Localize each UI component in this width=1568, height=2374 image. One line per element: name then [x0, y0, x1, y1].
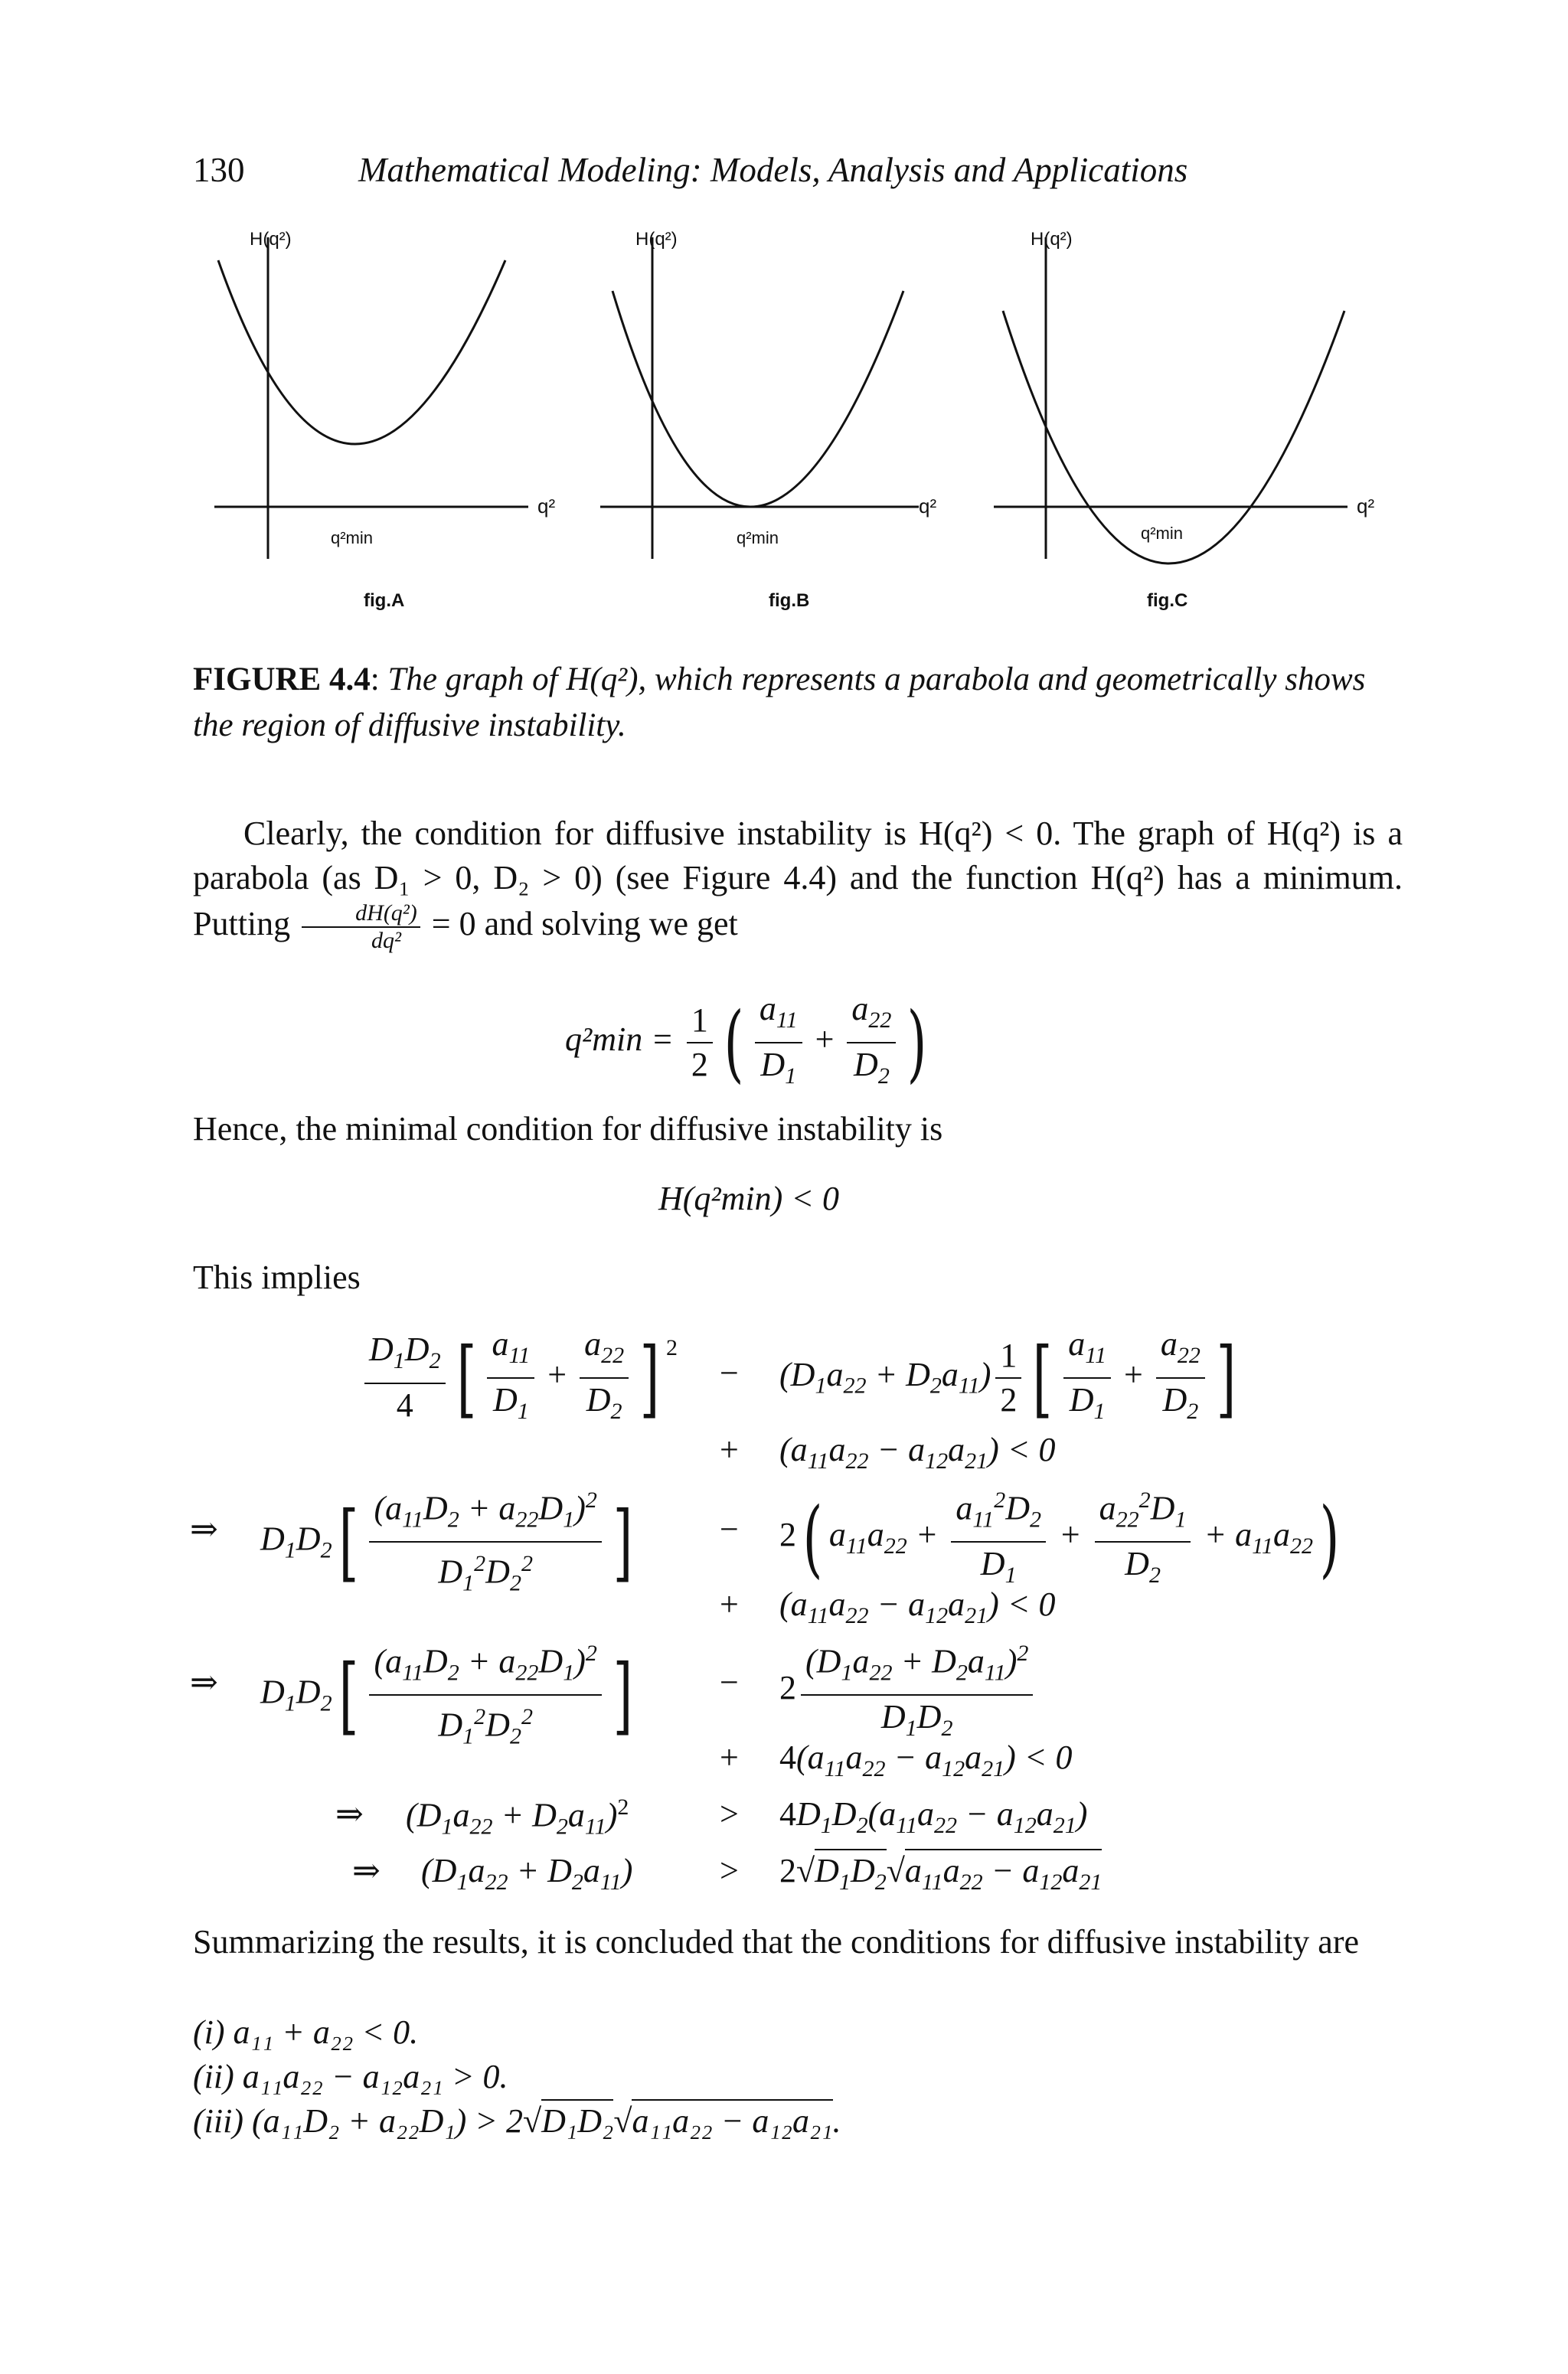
derivative-numerator: dH(q²): [302, 900, 420, 928]
qmin-lhs: q²min =: [565, 1020, 674, 1058]
derivation-line-1-lhs: $\frac{D_1D_2}{4}$ [ $\frac{a_{11}}{D_1}$ + $\frac{a_{22}}{D_2}$ ] $^2$: [360, 1324, 678, 1432]
derivation-op: −: [720, 1354, 739, 1392]
running-header: Mathematical Modeling: Models, Analysis and Applications: [358, 151, 1188, 189]
paragraph-hence: Hence, the minimal condition for diffusive instability is: [193, 1110, 943, 1148]
condition-2: (ii) a₁₁a₂₂ − a₁₂a₂₁ > 0.: [193, 2058, 508, 2095]
derivative-fraction: [302, 900, 420, 954]
paragraph-summary: Summarizing the results, it is concluded that the conditions for diffusive instability are: [193, 1923, 1360, 1961]
condition-3-a: (iii) (a₁₁D₂ + a₂₂D₁) > 2: [193, 2102, 523, 2140]
derivation-line-5-lhs: $D_1D_2$[ $\frac{(a_{11}D_2 + a_{22}D_1)^2}{D_1^2D_2^2}$ ]: [260, 1634, 639, 1757]
figure-a: [199, 222, 582, 624]
para1-text-b: = 0 and solving we get: [431, 905, 738, 943]
para1-text-a: Clearly, the condition for diffusive instability is H(q²) < 0. The graph of H(q²) is a parabola (as D₁ > 0, D₂ > 0) (see Figure 4.4) and the function H(q²) has a minimum. Putting: [193, 815, 1403, 943]
caption-label: FIGURE 4.4: [193, 661, 371, 697]
caption-text: The graph of H(q²), which represents a parabola and geometrically shows the region of diffusive instability.: [193, 661, 1366, 743]
derivation-line-7-lhs: $(D_1a_{22} + D_2a_{11})^2$: [406, 1794, 629, 1840]
figure-c: [988, 222, 1386, 624]
derivation-line-5-rhs: 2 $\frac{(D_1a_{22} + D_2a_{11})^2}{D_1D_2}$: [779, 1634, 1037, 1749]
figure-c-minlabel: q²min: [1141, 524, 1184, 543]
condition-3-d: .: [832, 2102, 841, 2140]
figure-b-ylabel: H(q²): [635, 229, 678, 250]
paragraph-implies: This implies: [193, 1259, 361, 1296]
figure-b-label: fig.B: [769, 590, 810, 611]
figure-c-xlabel: q²: [1357, 495, 1375, 518]
derivation-line-8-lhs: $(D_1a_{22} + D_2a_{11})$: [421, 1852, 633, 1895]
derivation-line-8-rhs: $2√D_1D_2√a_{11}a_{22} - a_{12}a_{21}$: [779, 1851, 1102, 1896]
derivation-line-6: $4(a_{11}a_{22} - a_{12}a_{21}) < 0$: [779, 1739, 1073, 1781]
derivation-line-1-rhs: $(D_1a_{22} + D_2a_{11})$ $\frac{1}{2}$ [ $\frac{a_{11}}{D_1}$ + $\frac{a_{22}}{D_2}$ ]: [779, 1325, 1236, 1427]
derivation-line-2: $(a_{11}a_{22} - a_{12}a_{21}) < 0$: [779, 1431, 1056, 1474]
derivative-denominator: dq²: [371, 928, 401, 953]
page-number: 130: [193, 151, 245, 189]
figure-a-minlabel: q²min: [331, 528, 374, 547]
condition-3-b: D₁D₂: [541, 2099, 613, 2140]
paragraph-condition: [193, 811, 1403, 954]
figure-c-ylabel: H(q²): [1031, 229, 1073, 250]
figure-a-ylabel: H(q²): [250, 229, 292, 250]
equation-hmin: H(q²min) < 0: [658, 1180, 839, 1217]
derivation-line-3-lhs: $D_1D_2$[ $\frac{(a_{11}D_2 + a_{22}D_1)^2}{D_1^2D_2^2}$ ]: [260, 1481, 639, 1604]
figure-b: [590, 222, 972, 624]
equation-qmin: q²min = $\frac{1}{2}$ ( $\frac{a_{11}}{D_1}$ + $\frac{a_{22}}{D_2}$ ): [565, 990, 927, 1092]
derivation-line-7-rhs: $4D_1D_2(a_{11}a_{22} - a_{12}a_{21})$: [779, 1795, 1088, 1838]
figure-a-label: fig.A: [364, 590, 405, 611]
figure-a-xlabel: q²: [537, 495, 556, 518]
derivation-line-4: $(a_{11}a_{22} - a_{12}a_{21}) < 0$: [779, 1585, 1056, 1628]
figure-caption: FIGURE 4.4: The graph of H(q²), which represents a parabola and geometrically shows the region of diffusive instability.: [193, 661, 1366, 743]
condition-3: (iii) (a₁₁D₂ + a₂₂D₁) > 2√D₁D₂√a₁₁a₂₂ − a₁₂a₂₁.: [193, 2099, 1403, 2144]
figure-c-label: fig.C: [1147, 590, 1188, 611]
figure-b-minlabel: q²min: [737, 528, 779, 547]
condition-1: (i) a₁₁ + a₂₂ < 0.: [193, 2013, 419, 2051]
derivation-line-3-rhs: 2( $a_{11}a_{22}$ + $\frac{a_{11}^2D_2}{D_1}$ + $\frac{a_{22}^2D_1}{D_2}$ + $a_{11}a_{22}$): [779, 1481, 1346, 1595]
figure-b-xlabel: q²: [919, 495, 937, 518]
condition-3-c: a₁₁a₂₂ − a₁₂a₂₁: [632, 2099, 832, 2140]
